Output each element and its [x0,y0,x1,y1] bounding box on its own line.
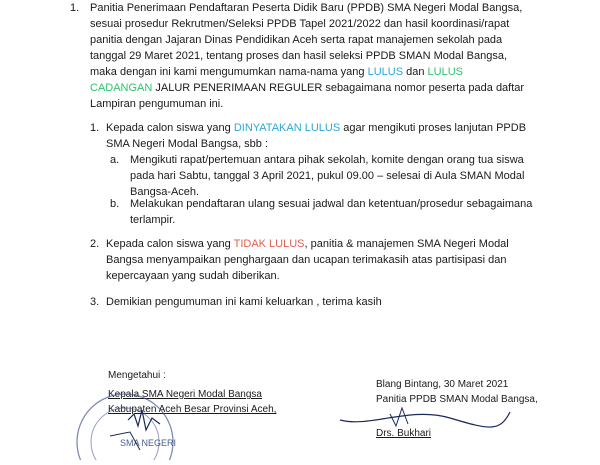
lulus-cadangan-label-part1: LULUS [427,66,463,78]
section-3-line-3: kepercayaan yang sudah diberikan. [106,270,280,282]
stamp-graphic [70,380,180,460]
school-stamp [70,380,180,465]
section-4-line-1: Demikian pengumuman ini kami keluarkan , terima kasih [106,296,382,308]
item-b-label: b. [110,198,120,210]
dinyatakan-lulus-label: DINYATAKAN LULUS [233,122,341,134]
section-1-line-4: tanggal 29 Maret 2021, tentang proses dan hasil seleksi PPDB SMAN Modal Bangsa, [90,50,508,62]
place-date: Blang Bintang, 30 Maret 2021 [376,379,509,390]
section-1 [70,0,550,112]
lulus-cadangan-label-part2: CADANGAN [90,82,153,94]
section-1-line-6: CADANGAN JALUR PENERIMAAN REGULER sebagaimana nomor peserta pada daftar [90,82,525,94]
panitia-line: Panitia PPDB SMAN Modal Bangsa, [376,394,538,405]
item-a-label: a. [110,154,120,166]
section-3 [90,236,550,284]
mengetahui-label: Mengetahui : [108,370,166,381]
section-2-number: 1. [90,122,100,134]
signer-name: Drs. Bukhari [376,428,432,439]
section-4-number: 3. [90,296,100,308]
section-1-line-2: sesuai prosedur Rekrutmen/Seleksi PPDB Tapel 2021/2022 dan hasil koordinasi/rapat [90,18,510,30]
section-1-number: 1. [70,2,80,14]
item-b-line-2: terlampir. [130,214,176,226]
tidak-lulus-label: TIDAK LULUS [233,238,305,250]
kabupaten-line: Kabupaten Aceh Besar Provinsi Aceh, [108,404,277,415]
section-2 [90,120,550,152]
section-2-line-1: Kepada calon siswa yang DINYATAKAN LULUS agar mengikuti proses lanjutan PPDB [106,122,527,134]
section-1-line-5: maka dengan ini kami mengumumkan nama-nama yang LULUS dan LULUS [90,66,463,78]
section-4 [90,294,550,310]
section-3-line-1: Kepada calon siswa yang TIDAK LULUS, panitia & manajemen SMA Negeri Modal [106,238,509,250]
lulus-label: LULUS [367,66,404,78]
section-2-line-2: SMA Negeri Modal Bangsa, sbb : [106,138,269,150]
item-a-line-1: Mengikuti rapat/pertemuan antara pihak sekolah, komite dengan orang tua siswa [130,154,524,166]
section-1-line-1: Panitia Penerimaan Pendaftaran Peserta Didik Baru (PPDB) SMA Negeri Modal Bangsa, [90,2,523,14]
section-3-number: 2. [90,238,100,250]
item-a-line-3: Bangsa-Aceh. [130,186,200,198]
section-1-line-3: panitia dengan Jajaran Dinas Pendidikan Aceh serta rapat manajemen sekolah pada [90,34,503,46]
section-1-line-7: Lampiran pengumuman ini. [90,98,224,110]
item-a-line-2: pada hari Sabtu, tanggal 3 April 2021, pukul 09.00 – selesai di Aula SMAN Modal [130,170,525,182]
section-3-line-2: Bangsa menyampaikan penghargaan dan ucapan terimakasih atas partisipasi dan [106,254,507,266]
item-a [110,152,550,200]
stamp-text: SMA NEGERI [120,438,177,448]
kepala-title: Kepala SMA Negeri Modal Bangsa [108,389,262,400]
item-b-line-1: Melakukan pendaftaran ulang sesuai jadwal dan ketentuan/prosedur sebagaimana [130,198,533,210]
item-b [110,196,550,228]
signer-name-block [376,426,556,441]
